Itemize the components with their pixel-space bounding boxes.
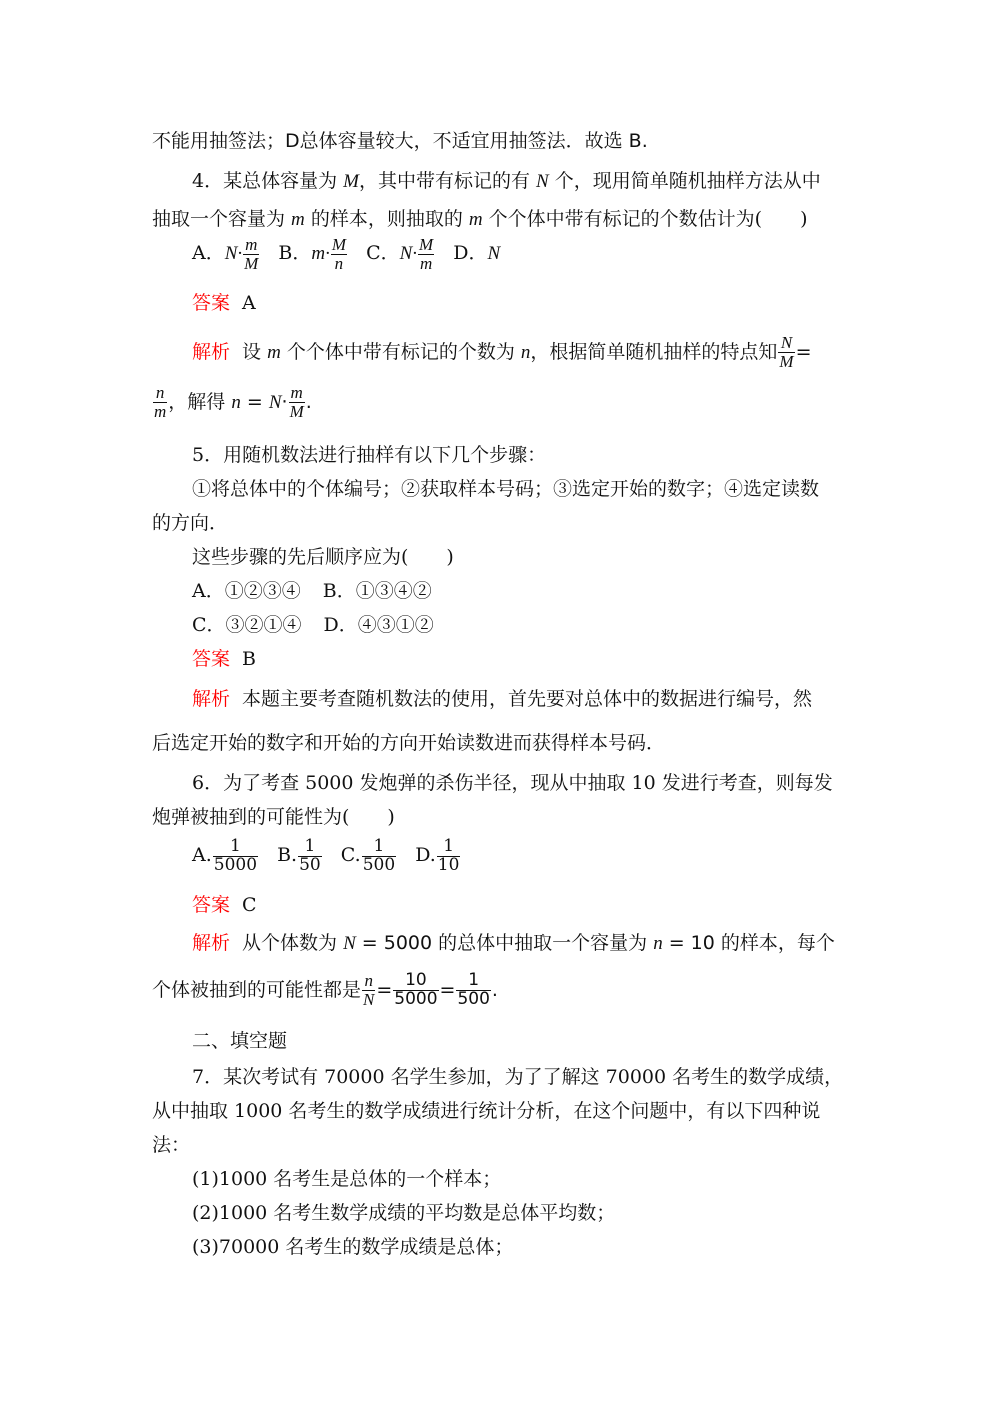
q7-stem-line1: 7．某次考试有 70000 名学生参加，为了了解这 70000 名考生的数学成绩， [192,1066,844,1088]
var-m: m [468,209,483,230]
var-N: N [536,171,549,192]
text: 4．某总体容量为 [192,170,344,192]
q4-option-c: C．N· $\frac{M}{m}$ [366,235,434,273]
q6-option-d: D. $\frac{1}{10}$ [415,836,460,875]
text: 的样本，则抽取的 [304,208,469,230]
var-M: M [343,171,359,192]
q4-analysis-line2: $\frac{n}{m}$ ，解得 n = N· $\frac{m}{M}$ . [154,383,312,421]
q4-options [192,236,500,273]
q7-statement-3: (3)70000 名考生的数学成绩是总体； [192,1236,514,1258]
q4-option-b: B．m· $\frac{M}{n}$ [278,235,347,273]
q4-option-a: A．N· $\frac{m}{M}$ [192,235,259,273]
q5-option-a: A．①②③④ [192,580,301,602]
section-title: 二、填空题 [192,1030,288,1052]
q5-options-row1 [192,582,432,601]
q6-options [192,838,461,875]
q5-options-row2 [192,616,434,635]
continuation-text: 不能用抽签法；D总体容量较大，不适宜用抽签法．故选 B. [152,130,648,152]
q6-stem-line2: 炮弹被抽到的可能性为( ) [152,806,395,828]
q4-stem-line1 [192,172,821,191]
q6-stem-line1: 6．为了考查 5000 发炮弹的杀伤半径，现从中抽取 10 发进行考查，则每发 [192,772,833,794]
q6-option-b: B. $\frac{1}{50}$ [277,836,321,875]
q5-analysis-line1: 解析 本题主要考查随机数法的使用，首先要对总体中的数据进行编号，然 [192,688,813,710]
q4-answer [192,294,256,313]
q7-stem-line2: 从中抽取 1000 名考生的数学成绩进行统计分析，在这个问题中，有以下四种说 [152,1100,821,1122]
q6-answer [192,896,257,915]
q4-stem-line2 [152,210,807,229]
answer-value: B [242,648,256,670]
analysis-label: 解析 [192,932,231,954]
answer-value: C [242,894,257,916]
var-m: m [291,209,305,230]
text: ，其中带有标记的有 [358,170,537,192]
q5-steps-line1: ①将总体中的个体编号；②获取样本号码；③选定开始的数字；④选定读数 [192,478,820,500]
answer-value: A [242,292,256,314]
q5-stem: 5．用随机数法进行抽样有以下几个步骤： [192,444,547,466]
q5-option-c: C．③②①④ [192,614,302,636]
q4-option-d: D．N [453,242,501,265]
q5-analysis-line2: 后选定开始的数字和开始的方向开始读数进而获得样本号码． [152,732,666,754]
q5-answer [192,650,256,669]
q5-option-b: B．①③④② [322,580,432,602]
answer-label: 答案 [192,894,231,916]
q7-stem-line3: 法： [152,1134,191,1156]
q5-option-d: D．④③①② [323,614,434,636]
q6-option-a: A. $\frac{1}{5000}$ [192,836,258,875]
q6-analysis-line1: 解析 从个体数为 N = 5000 的总体中抽取一个容量为 n = 10 的样本，每个 [192,932,835,954]
q6-analysis-line2: 个体被抽到的可能性都是 $\frac{n}{N}$ = $\frac{10}{5000}$ = $\frac{1}{500}$ . [152,970,498,1009]
analysis-label: 解析 [192,688,231,710]
answer-label: 答案 [192,292,231,314]
text: 抽取一个容量为 [152,208,292,230]
q6-option-c: C. $\frac{1}{500}$ [340,836,396,875]
answer-label: 答案 [192,648,231,670]
q7-statement-1: (1)1000 名考生是总体的一个样本； [192,1168,502,1190]
q5-steps-line2: 的方向． [152,512,229,534]
text: 个，现用简单随机抽样方法从中 [548,170,821,192]
analysis-label: 解析 [192,340,231,363]
text: 个个体中带有标记的个数估计为( ) [482,208,808,230]
q4-analysis-line1: 解析 设 m 个个体中带有标记的个数为 n，根据简单随机抽样的特点知 $\frac{N}{M}$ = [192,333,812,371]
q5-question: 这些步骤的先后顺序应为( ) [192,546,454,568]
q7-statement-2: (2)1000 名考生数学成绩的平均数是总体平均数； [192,1202,616,1224]
